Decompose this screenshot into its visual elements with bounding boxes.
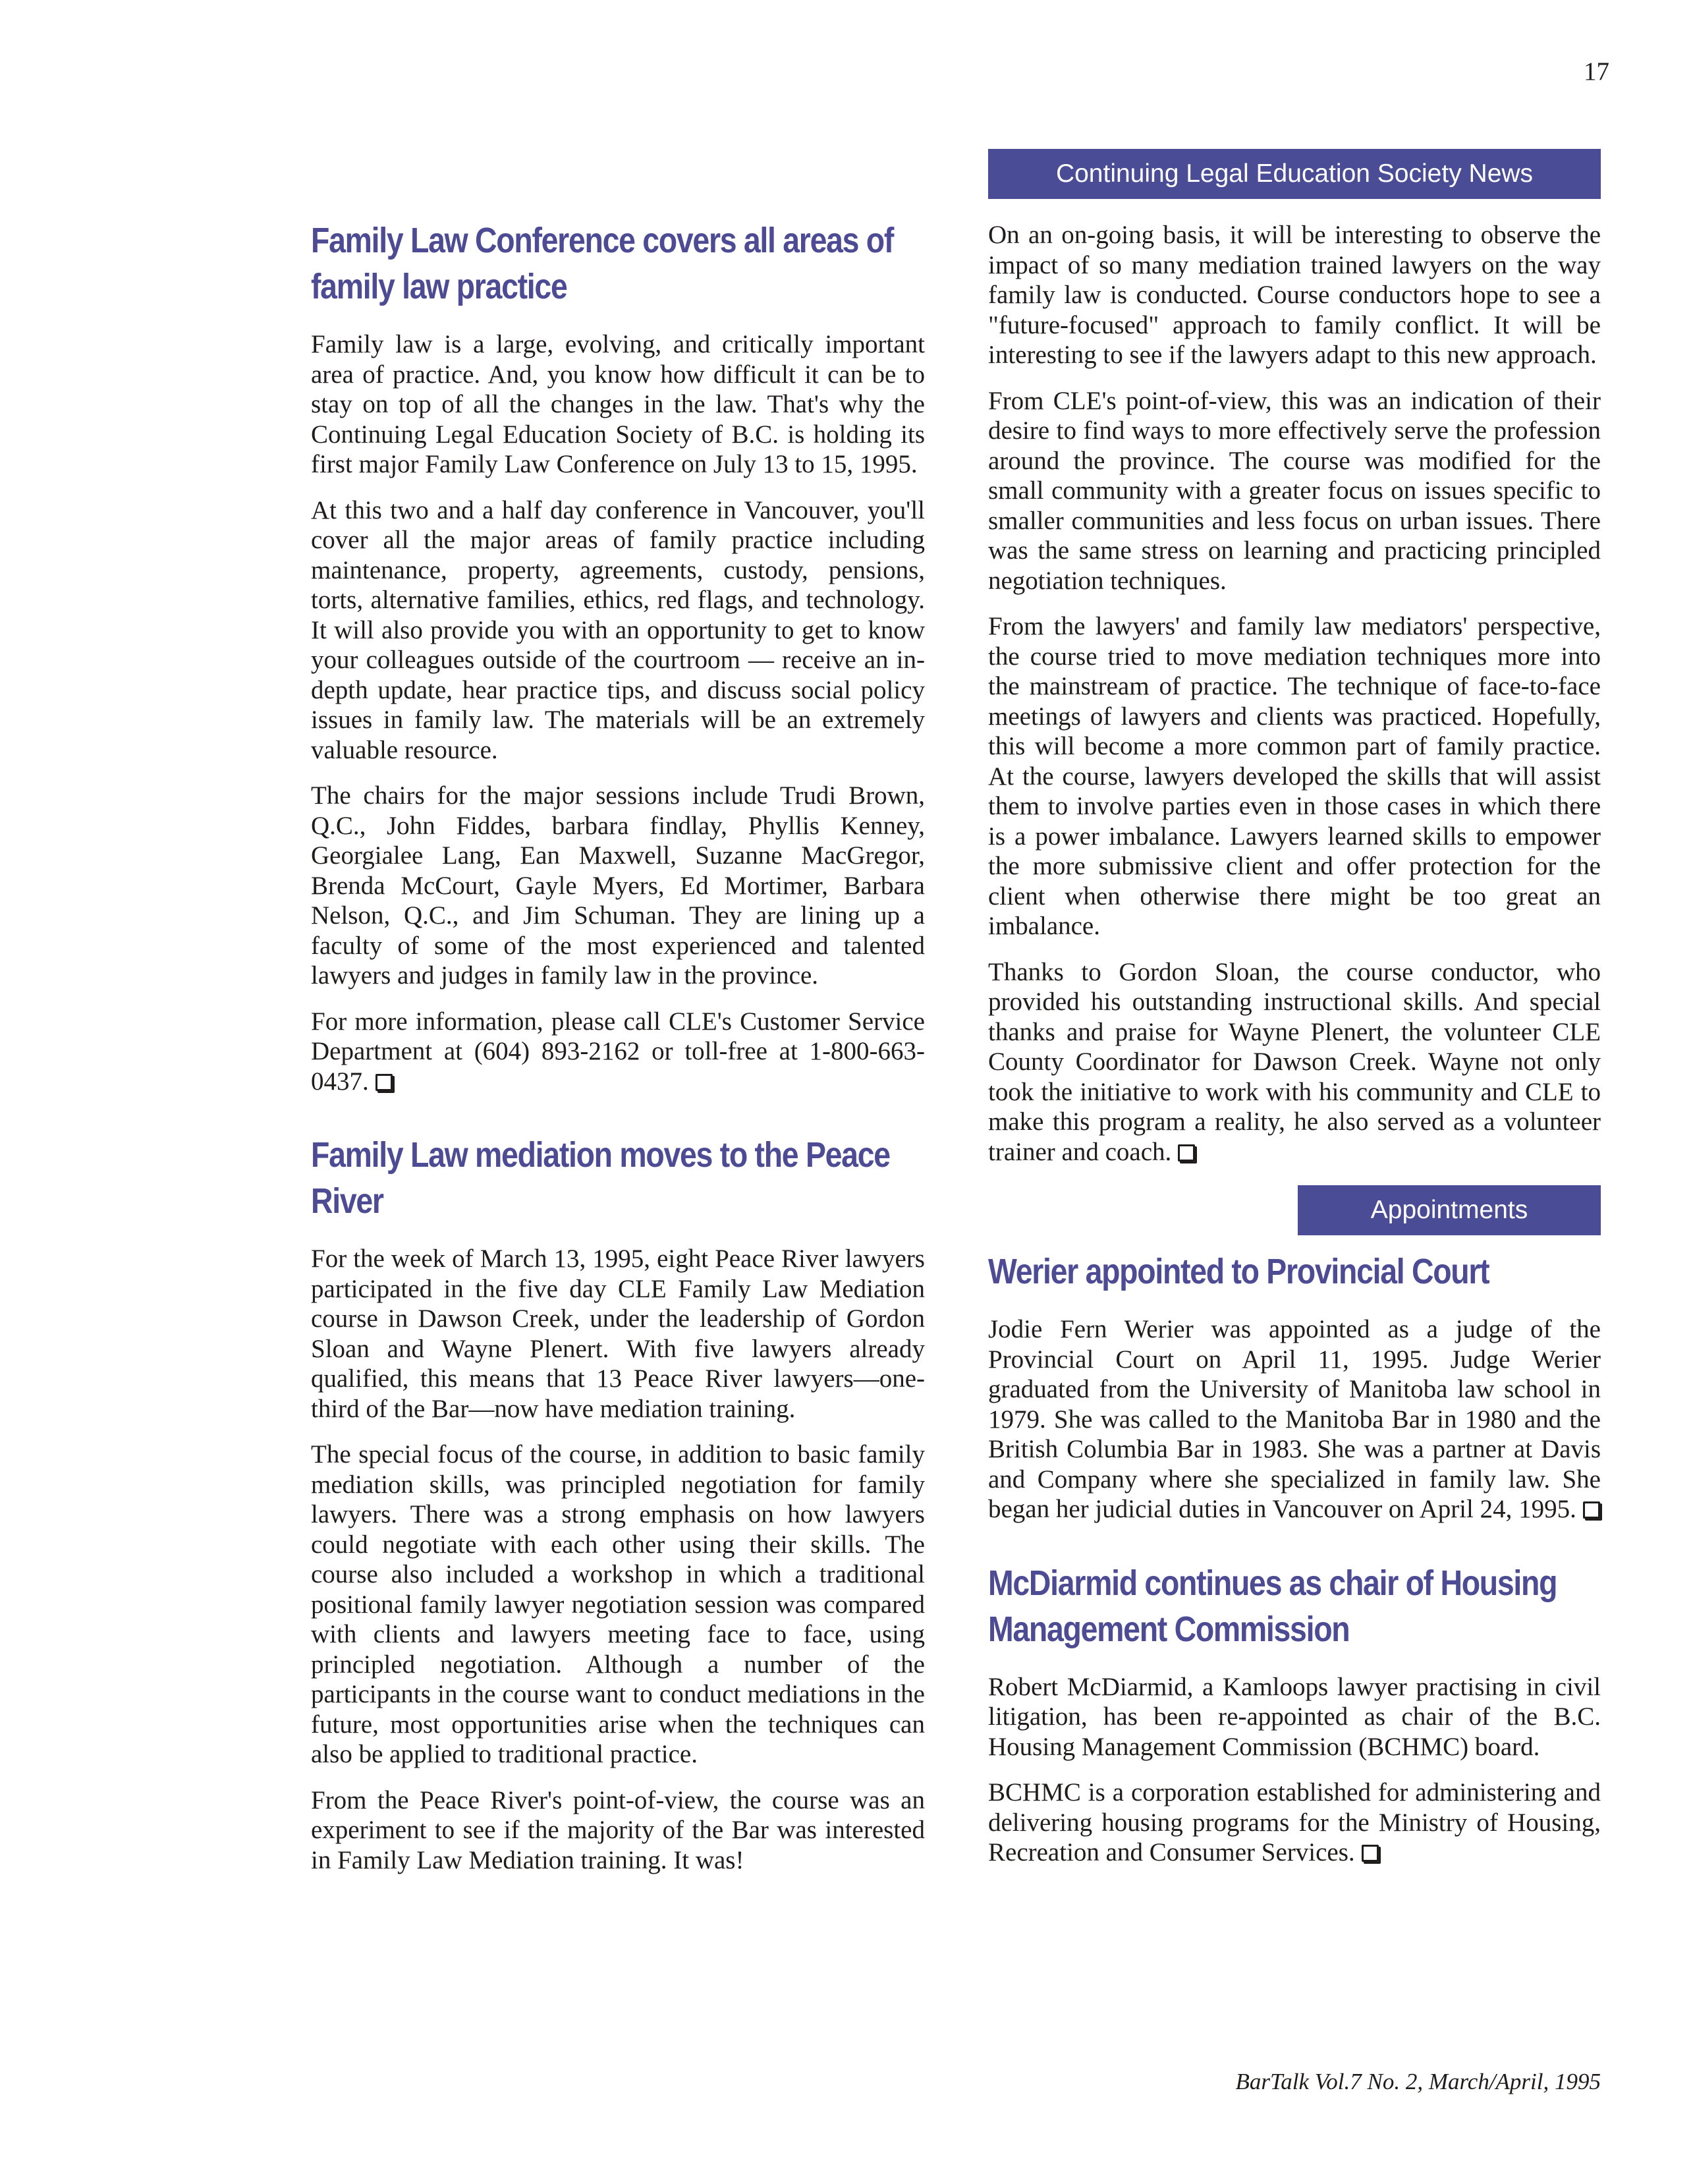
- article-paragraph-text: For more information, please call CLE's Customer Service Department at (604) 893-2162 or toll-free at 1-800-663-0437.: [311, 1007, 925, 1096]
- end-mark-icon: [1178, 1144, 1195, 1162]
- article-paragraph: The special focus of the course, in addition to basic family mediation skills, was principled negotiation for family lawyers. There was a strong emphasis on how lawyers could negotiate with each other using their skills. The course also included a workshop in which a traditional positional family lawyer negotiation session was compared with clients and lawyers meeting face to face, using principled negotiation. Although a number of the participants in the course want to conduct mediations in the future, most opportunities arise when the techniques can also be applied to traditional practice.: [311, 1440, 925, 1768]
- article-paragraph: At this two and a half day conference in Vancouver, you'll cover all the major areas of family practice including maintenance, property, agreements, custody, pensions, torts, alternative families, ethics, red flags, and technology. It will also provide you with an opportunity to get to know your colleagues outside of the courtroom — receive an in-depth update, hear practice tips, and discuss social policy issues in family law. The materials will be an extremely valuable resource.: [311, 495, 925, 764]
- article-paragraph: Family law is a large, evolving, and critically important area of practice. And, you know how difficult it can be to stay on top of all the changes in the law. That's why the Continuing Legal Education Society of B.C. is holding its first major Family Law Conference on July 13 to 15, 1995.: [311, 330, 925, 478]
- article-paragraph-with-end-mark: [311, 1007, 925, 1097]
- article-paragraph: The chairs for the major sessions include Trudi Brown, Q.C., John Fiddes, barbara findlay, Phyllis Kenney, Georgialee Lang, Ean Maxwell, Suzanne MacGregor, Brenda McCourt, Gayle Myers, Ed Mortimer, Barbara Nelson, Q.C., and Jim Schuman. They are lining up a faculty of some of the most experienced and talented lawyers and judges in family law in the province.: [311, 781, 925, 990]
- article-paragraph: For the week of March 13, 1995, eight Peace River lawyers participated in the five day CLE Family Law Mediation course in Dawson Creek, under the leadership of Gordon Sloan and Wayne Plenert. With five lawyers already qualified, this means that 13 Peace River lawyers—one-third of the Bar—now have mediation training.: [311, 1245, 925, 1423]
- right-column: [988, 149, 1601, 1884]
- left-column: [311, 217, 925, 1891]
- headline-mcdiarmid-chair: McDiarmid continues as chair of Housing Management Commission: [988, 1563, 1557, 1649]
- article-paragraph-text: BCHMC is a corporation established for administering and delivering housing programs for the Ministry of Housing, Recreation and Consumer Services.: [988, 1778, 1601, 1866]
- article-paragraph-with-end-mark: [988, 957, 1601, 1167]
- issue-footer: BarTalk Vol.7 No. 2, March/April, 1995: [1235, 2069, 1601, 2094]
- headline-family-law-mediation: Family Law mediation moves to the Peace River: [311, 1135, 890, 1221]
- article-paragraph: From the Peace River's point-of-view, the course was an experiment to see if the majority of the Bar was interested in Family Law Mediation training. It was!: [311, 1785, 925, 1874]
- section-banner-appointments: Appointments: [1298, 1185, 1601, 1235]
- article-paragraph: From the lawyers' and family law mediators' perspective, the course tried to move mediation techniques more into the mainstream of practice. The technique of face-to-face meetings of lawyers and clients was practiced. Hopefully, this will become a more common part of family practice. At the course, lawyers developed the skills that will assist them to involve parties even in those cases in which there is a power imbalance. Lawyers learned skills to empower the more submissive client and offer protection for the client when otherwise there might be too great an imbalance.: [988, 612, 1601, 940]
- end-mark-icon: [1583, 1501, 1600, 1519]
- article-paragraph-with-end-mark: [988, 1778, 1601, 1868]
- headline-werier-appointed: Werier appointed to Provincial Court: [988, 1252, 1489, 1291]
- article-paragraph: Robert McDiarmid, a Kamloops lawyer practising in civil litigation, has been re-appointed as chair of the B.C. Housing Management Commission (BCHMC) board.: [988, 1672, 1601, 1761]
- article-paragraph-with-end-mark: [988, 1314, 1601, 1525]
- end-mark-icon: [375, 1074, 393, 1091]
- article-paragraph-text: Thanks to Gordon Sloan, the course conductor, who provided his outstanding instructional skills. And special thanks and praise for Wayne Plenert, the volunteer CLE County Coordinator for Dawson Creek. Wayne not only took the initiative to work with his community and CLE to make this program a reality, he also served as a volunteer trainer and coach.: [988, 957, 1601, 1166]
- end-mark-icon: [1362, 1845, 1379, 1862]
- page-number: 17: [1584, 57, 1609, 86]
- article-paragraph: On an on-going basis, it will be interesting to observe the impact of so many mediation trained lawyers on the way family law is conducted. Course conductors hope to see a "future-focused" approach to family conflict. It will be interesting to see if the lawyers adapt to this new approach.: [988, 221, 1601, 369]
- article-paragraph: From CLE's point-of-view, this was an indication of their desire to find ways to more effectively serve the profession around the province. The course was modified for the small community with a greater focus on issues specific to smaller communities and less focus on urban issues. There was the same stress on learning and practicing principled negotiation techniques.: [988, 386, 1601, 595]
- section-banner-cle-news: Continuing Legal Education Society News: [988, 149, 1601, 199]
- article-paragraph-text: Jodie Fern Werier was appointed as a judge of the Provincial Court on April 11, 1995. Judge Werier graduated from the University of Manitoba law school in 1979. She was called to the Manitoba Bar in 1980 and the British Columbia Bar in 1983. She was a partner at Davis and Company where she specialized in family law. She began her judicial duties in Vancouver on April 24, 1995.: [988, 1315, 1601, 1523]
- headline-family-law-conference: Family Law Conference covers all areas of family law practice: [311, 221, 894, 306]
